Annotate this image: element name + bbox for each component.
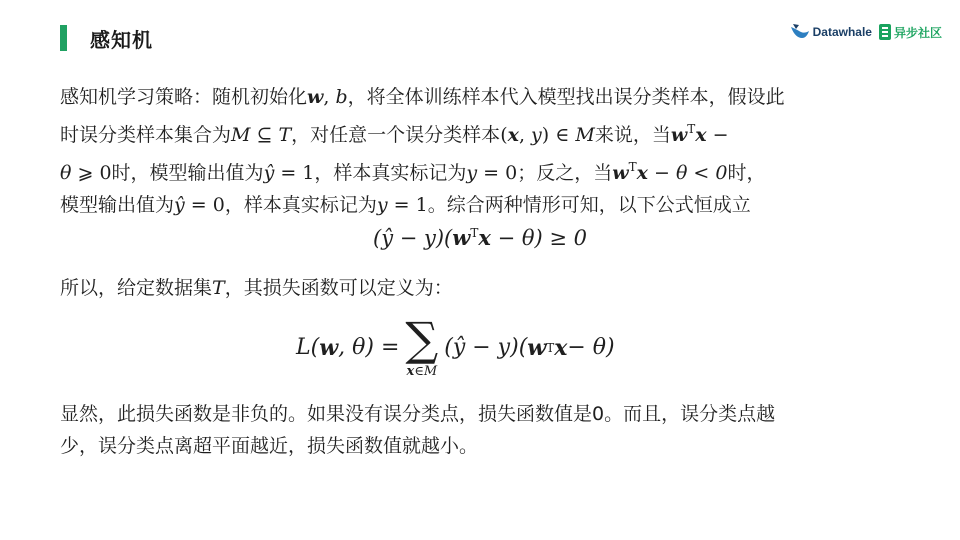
para1-line2 (60, 113, 785, 151)
para1-line4 (60, 189, 785, 221)
para3-line2: 少，误分类点离超平面越近，损失函数值就越小。 (60, 435, 479, 457)
math-lt-zero: − θ < 0 (647, 162, 728, 184)
equation-loss-function (296, 312, 615, 379)
math-x: x (636, 162, 648, 184)
text: ，样本真实标记为 (314, 162, 467, 184)
eq2-lhs-rest: , θ) = (338, 335, 400, 360)
logos (790, 20, 942, 44)
text: 时， (727, 162, 766, 184)
sum-subscript (406, 364, 437, 379)
paragraph-loss-intro (60, 272, 453, 304)
para1-line1 (60, 81, 785, 113)
math-transpose: T (687, 122, 696, 136)
text: ，对任意一个误分类样本 (291, 124, 501, 146)
math-w: w (612, 162, 629, 184)
math-paren: ( (500, 124, 508, 146)
math-transpose: T (470, 226, 479, 240)
sum-symbol: ∑ (405, 312, 439, 366)
datawhale-logo-text: Datawhale (812, 25, 872, 39)
text: 。综合两种情形可知，以下公式恒成立 (427, 194, 751, 216)
math-in: ∈ (549, 124, 576, 146)
math-x: x (406, 364, 415, 379)
math-subseteq: ⊆ (250, 124, 279, 146)
math-theta: θ (60, 162, 72, 184)
math-x: x (554, 334, 568, 361)
math-eq-one: = 1 (387, 194, 428, 216)
text: 模型输出值为 (60, 194, 175, 216)
math-paren: ) (541, 124, 550, 146)
text: 来说，当 (594, 124, 671, 146)
math-geq-zero: ⩾ 0 (71, 162, 112, 184)
text: 时误分类样本集合为 (60, 124, 232, 146)
title-accent-bar (60, 25, 67, 51)
math-b: b (335, 86, 348, 108)
math-M: M (575, 124, 595, 146)
text: ，其损失函数可以定义为： (224, 277, 453, 299)
datawhale-logo (790, 23, 872, 41)
text: 感知机学习策略：随机初始化 (60, 86, 308, 108)
eq1-right: − θ) ≥ 0 (490, 226, 587, 250)
equation-inequality (0, 225, 960, 250)
eq2-rhs: (ŷ − y)( (444, 335, 528, 360)
math-w: w (319, 334, 339, 361)
math-comma: , (323, 86, 336, 108)
sum-sub-in-M: ∈M (414, 364, 438, 379)
slide-title: 感知机 (90, 28, 153, 52)
math-w: w (452, 225, 471, 250)
math-yhat: ŷ (174, 194, 185, 216)
community-logo (878, 23, 942, 41)
text: ；反之，当 (517, 162, 613, 184)
math-comma: , (518, 124, 532, 146)
eq2-rhs-rest: − θ) (567, 335, 615, 360)
math-T: T (278, 124, 292, 146)
math-w: w (670, 124, 688, 146)
math-y: y (466, 162, 478, 184)
paragraph-conclusion (60, 398, 775, 462)
eq2-lhs: L( (296, 335, 320, 360)
math-minus: − (706, 124, 729, 146)
math-x: x (507, 124, 519, 146)
math-x: x (695, 124, 707, 146)
math-x: x (478, 225, 491, 250)
math-M: M (231, 124, 251, 146)
text: ，样本真实标记为 (224, 194, 377, 216)
community-mark-icon (878, 23, 892, 41)
whale-tail-icon (790, 23, 810, 41)
paragraph-strategy (60, 81, 785, 221)
text: ，将全体训练样本代入模型找出误分类样本，假设此 (347, 86, 785, 108)
math-y: y (376, 194, 388, 216)
math-yhat: ŷ (263, 162, 275, 184)
community-logo-text: 异步社区 (893, 25, 942, 40)
math-w: w (307, 86, 324, 108)
para1-line3 (60, 151, 785, 189)
eq1-left: (ŷ − y)( (373, 226, 453, 250)
math-eq-zero: = 0 (477, 162, 518, 184)
math-transpose: T (628, 160, 637, 174)
math-transpose: T (546, 340, 555, 355)
text: 所以，给定数据集 (60, 277, 213, 299)
math-T: T (212, 277, 225, 299)
math-w: w (527, 334, 547, 361)
summation (405, 312, 439, 379)
text: 时，模型输出值为 (111, 162, 264, 184)
math-y: y (531, 124, 542, 146)
math-eq-zero: = 0 (184, 194, 225, 216)
para3-line1: 显然，此损失函数是非负的。如果没有误分类点，损失函数值是0。而且，误分类点越 (60, 403, 776, 425)
math-eq-one: = 1 (274, 162, 315, 184)
